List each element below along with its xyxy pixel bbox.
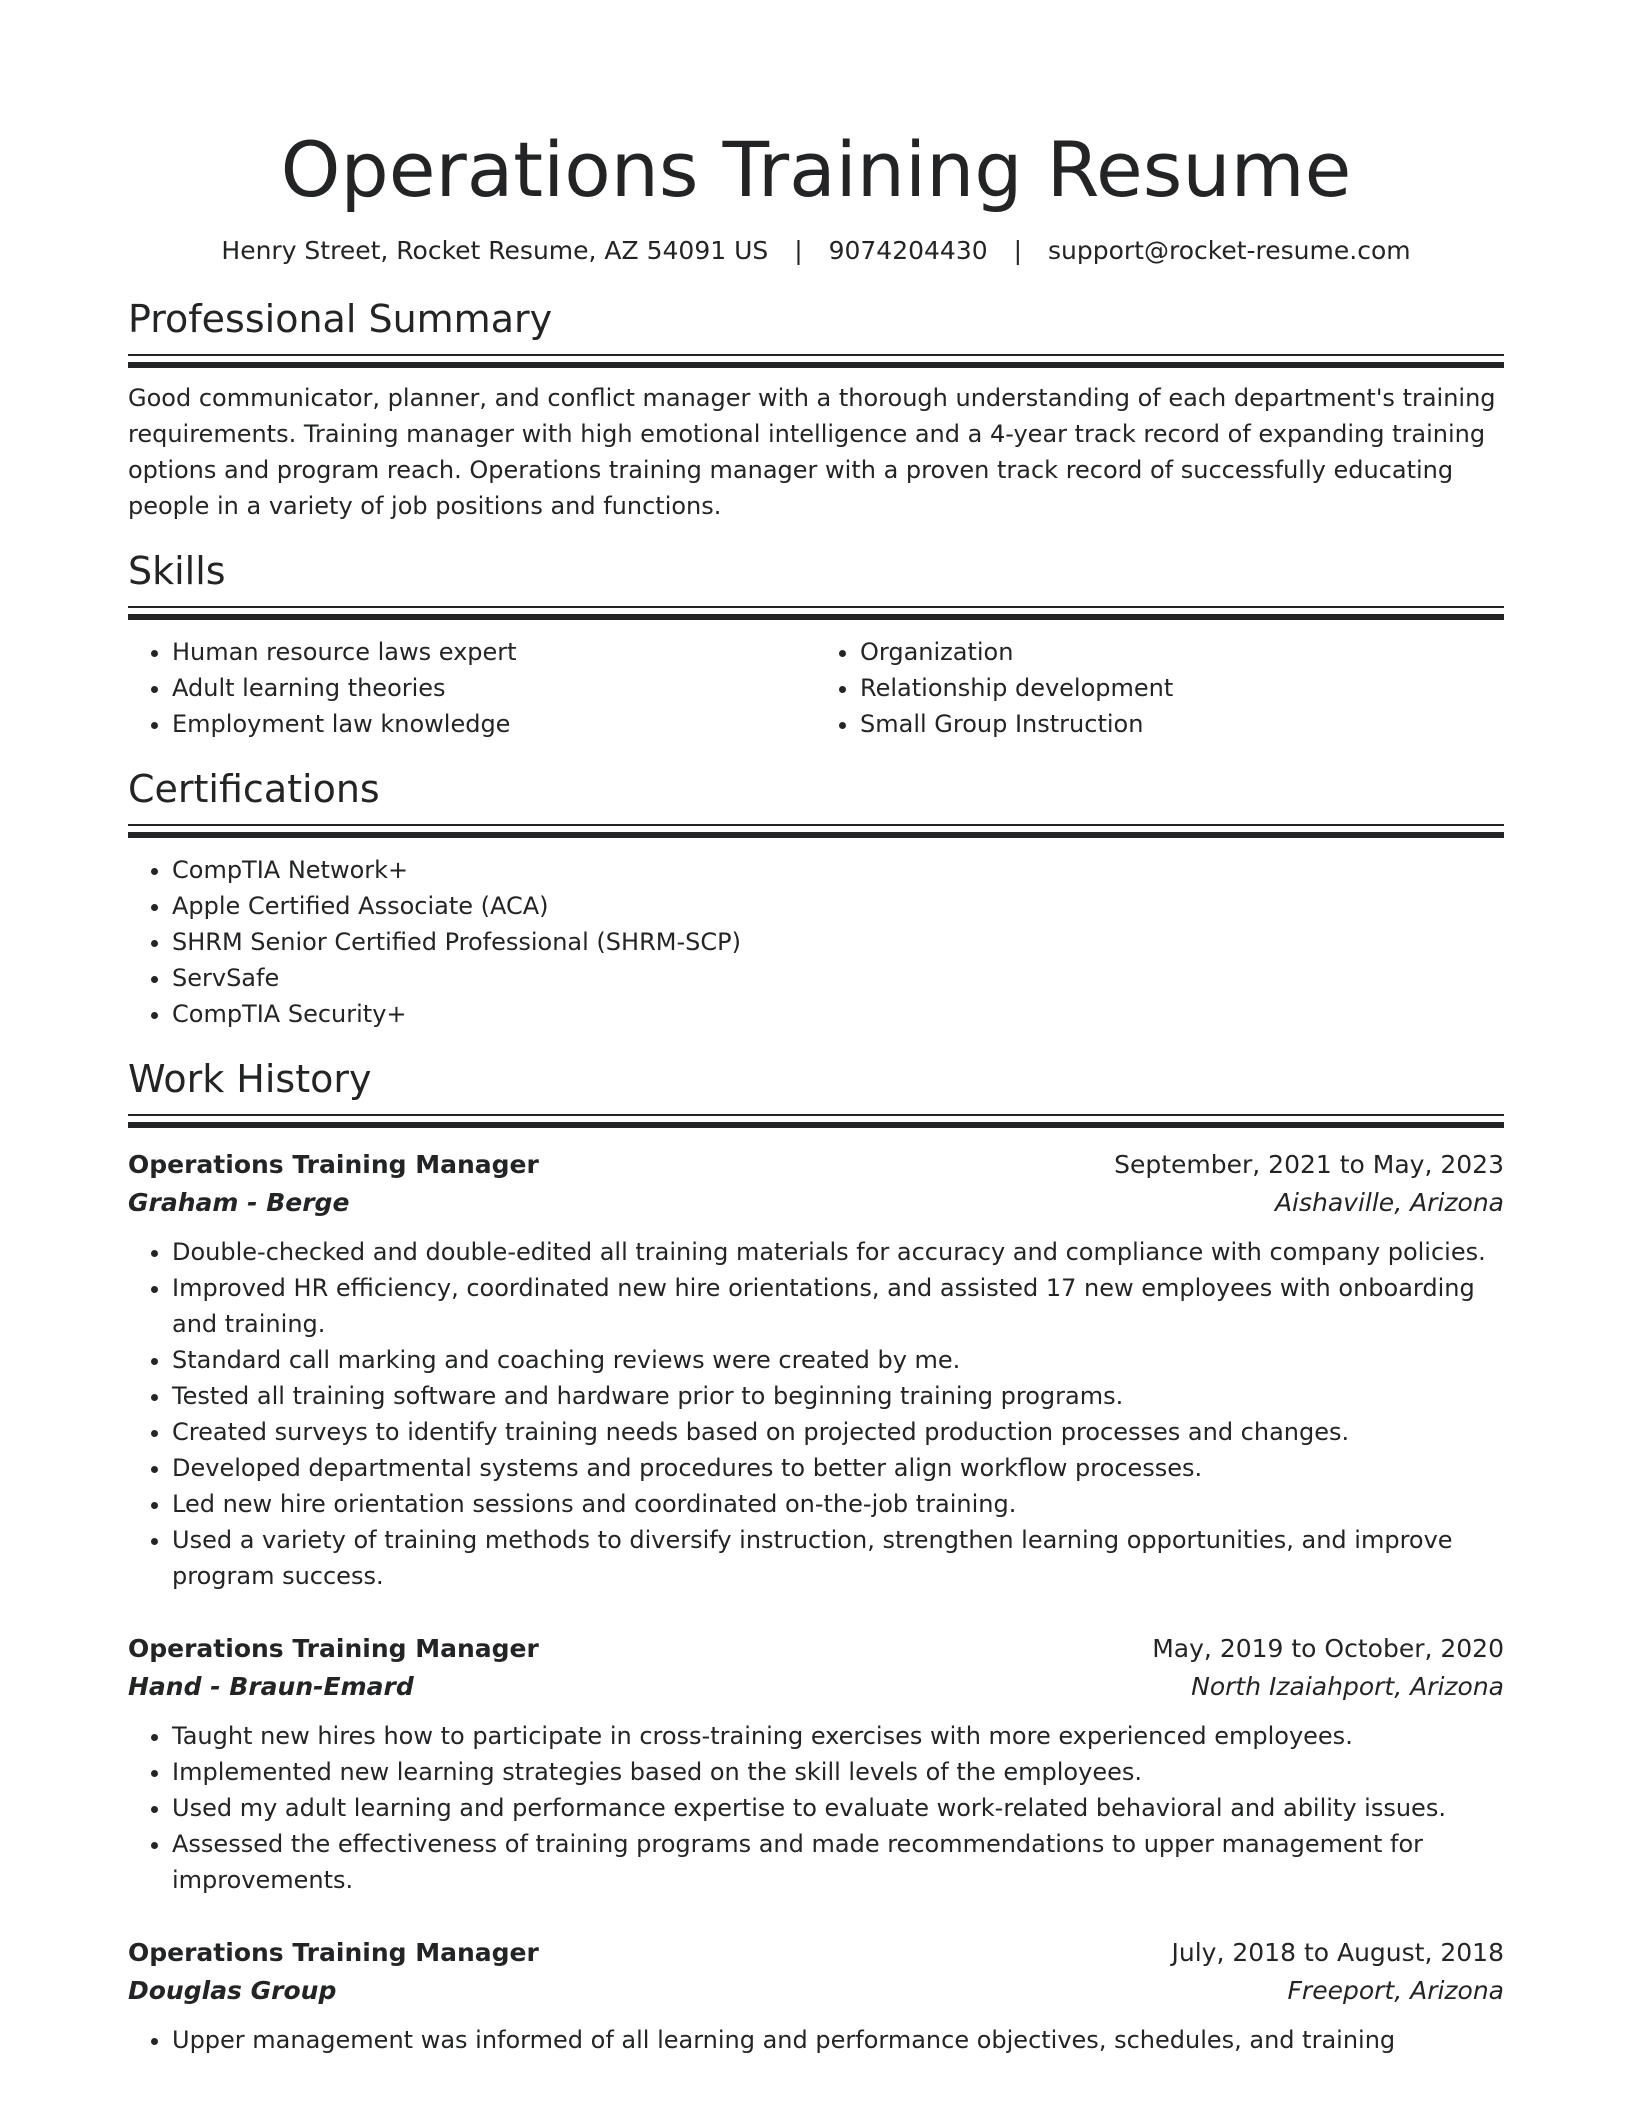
- skill-item: • Organization: [860, 634, 1504, 670]
- job-bullet: • Standard call marking and coaching reviews were created by me.: [172, 1342, 1504, 1378]
- skills-list-right: [816, 634, 1504, 742]
- job-bullet: • Taught new hires how to participate in cross-training exercises with more experienced employees.: [172, 1718, 1504, 1754]
- contact-separator: |: [794, 236, 803, 265]
- certification-item: • Apple Certified Associate (ACA): [172, 888, 1504, 924]
- contact-line: [128, 234, 1504, 268]
- job-company-row: [128, 1668, 1504, 1706]
- contact-address: Henry Street, Rocket Resume, AZ 54091 US: [221, 236, 769, 265]
- skills-list-left: [128, 634, 816, 742]
- contact-separator: |: [1013, 236, 1023, 265]
- job-bullet: • Assessed the effectiveness of training programs and made recommendations to upper management for improvements.: [172, 1826, 1504, 1898]
- job-bullet: • Created surveys to identify training needs based on projected production processes and changes.: [172, 1414, 1504, 1450]
- section-divider: [128, 1114, 1504, 1128]
- job-header-row: [128, 1934, 1504, 1972]
- section-heading: Certifications: [128, 767, 380, 811]
- skill-item: • Employment law knowledge: [172, 706, 816, 742]
- job-company-row: [128, 1972, 1504, 2010]
- job-company: Hand - Braun-Emard: [128, 1672, 414, 1701]
- job-bullet: • Implemented new learning strategies based on the skill levels of the employees.: [172, 1754, 1504, 1790]
- contact-email: support@rocket-resume.com: [1048, 236, 1411, 265]
- summary-section: [128, 294, 1504, 524]
- section-divider: [128, 824, 1504, 838]
- section-heading: Professional Summary: [128, 297, 553, 341]
- skills-section: [128, 546, 1504, 742]
- job-dates: May, 2019 to October, 2020: [1152, 1634, 1504, 1663]
- job-bullets: [128, 1234, 1504, 1594]
- job-location: North Izaiahport, Arizona: [1191, 1672, 1504, 1701]
- job-header-row: [128, 1630, 1504, 1668]
- job-entry: [128, 1934, 1504, 2058]
- job-location: Aishaville, Arizona: [1274, 1188, 1504, 1217]
- job-title: Operations Training Manager: [128, 1150, 539, 1179]
- job-bullet: • Led new hire orientation sessions and coordinated on-the-job training.: [172, 1486, 1504, 1522]
- section-heading: Skills: [128, 549, 226, 593]
- contact-phone: 9074204430: [828, 236, 988, 265]
- certification-item: • SHRM Senior Certified Professional (SHRM-SCP): [172, 924, 1504, 960]
- job-title: Operations Training Manager: [128, 1938, 539, 1967]
- certifications-list: [128, 852, 1504, 1032]
- job-bullet: • Double-checked and double-edited all training materials for accuracy and compliance with company policies.: [172, 1234, 1504, 1270]
- job-location: Freeport, Arizona: [1287, 1976, 1504, 2005]
- job-bullets: [128, 1718, 1504, 1898]
- job-dates: July, 2018 to August, 2018: [1171, 1938, 1504, 1967]
- certification-item: • CompTIA Network+: [172, 852, 1504, 888]
- job-entry: [128, 1630, 1504, 1898]
- summary-text: Good communicator, planner, and conflict manager with a thorough understanding of each department's training requirements. Training manager with high emotional intelligence and a 4-year track record of expanding training options and program reach. Operations training manager with a proven track record of successfully educating people in a variety of job positions and functions.: [128, 384, 1496, 520]
- certifications-section: [128, 764, 1504, 1032]
- job-bullet: • Improved HR efficiency, coordinated new hire orientations, and assisted 17 new employees with onboarding and training.: [172, 1270, 1504, 1342]
- certification-item: • ServSafe: [172, 960, 1504, 996]
- job-header-row: [128, 1146, 1504, 1184]
- skill-item: • Relationship development: [860, 670, 1504, 706]
- job-bullet: • Upper management was informed of all learning and performance objectives, schedules, and training: [172, 2022, 1504, 2058]
- skill-item: • Human resource laws expert: [172, 634, 816, 670]
- job-bullets: [128, 2022, 1504, 2058]
- job-bullet: • Developed departmental systems and procedures to better align workflow processes.: [172, 1450, 1504, 1486]
- resume-title: Operations Training Resume: [280, 125, 1352, 214]
- skill-item: • Small Group Instruction: [860, 706, 1504, 742]
- job-dates: September, 2021 to May, 2023: [1114, 1150, 1504, 1179]
- skills-grid: [128, 620, 1504, 742]
- section-divider: [128, 354, 1504, 368]
- job-entry: [128, 1146, 1504, 1594]
- job-bullet: • Tested all training software and hardware prior to beginning training programs.: [172, 1378, 1504, 1414]
- work-history-section: [128, 1054, 1504, 2058]
- job-bullet: • Used a variety of training methods to diversify instruction, strengthen learning opportunities, and improve program success.: [172, 1522, 1504, 1594]
- section-heading: Work History: [128, 1057, 372, 1101]
- job-bullet: • Used my adult learning and performance expertise to evaluate work-related behavioral and ability issues.: [172, 1790, 1504, 1826]
- job-company: Graham - Berge: [128, 1188, 350, 1217]
- job-company: Douglas Group: [128, 1976, 337, 2005]
- skill-item: • Adult learning theories: [172, 670, 816, 706]
- section-divider: [128, 606, 1504, 620]
- certification-item: • CompTIA Security+: [172, 996, 1504, 1032]
- job-title: Operations Training Manager: [128, 1634, 539, 1663]
- job-company-row: [128, 1184, 1504, 1222]
